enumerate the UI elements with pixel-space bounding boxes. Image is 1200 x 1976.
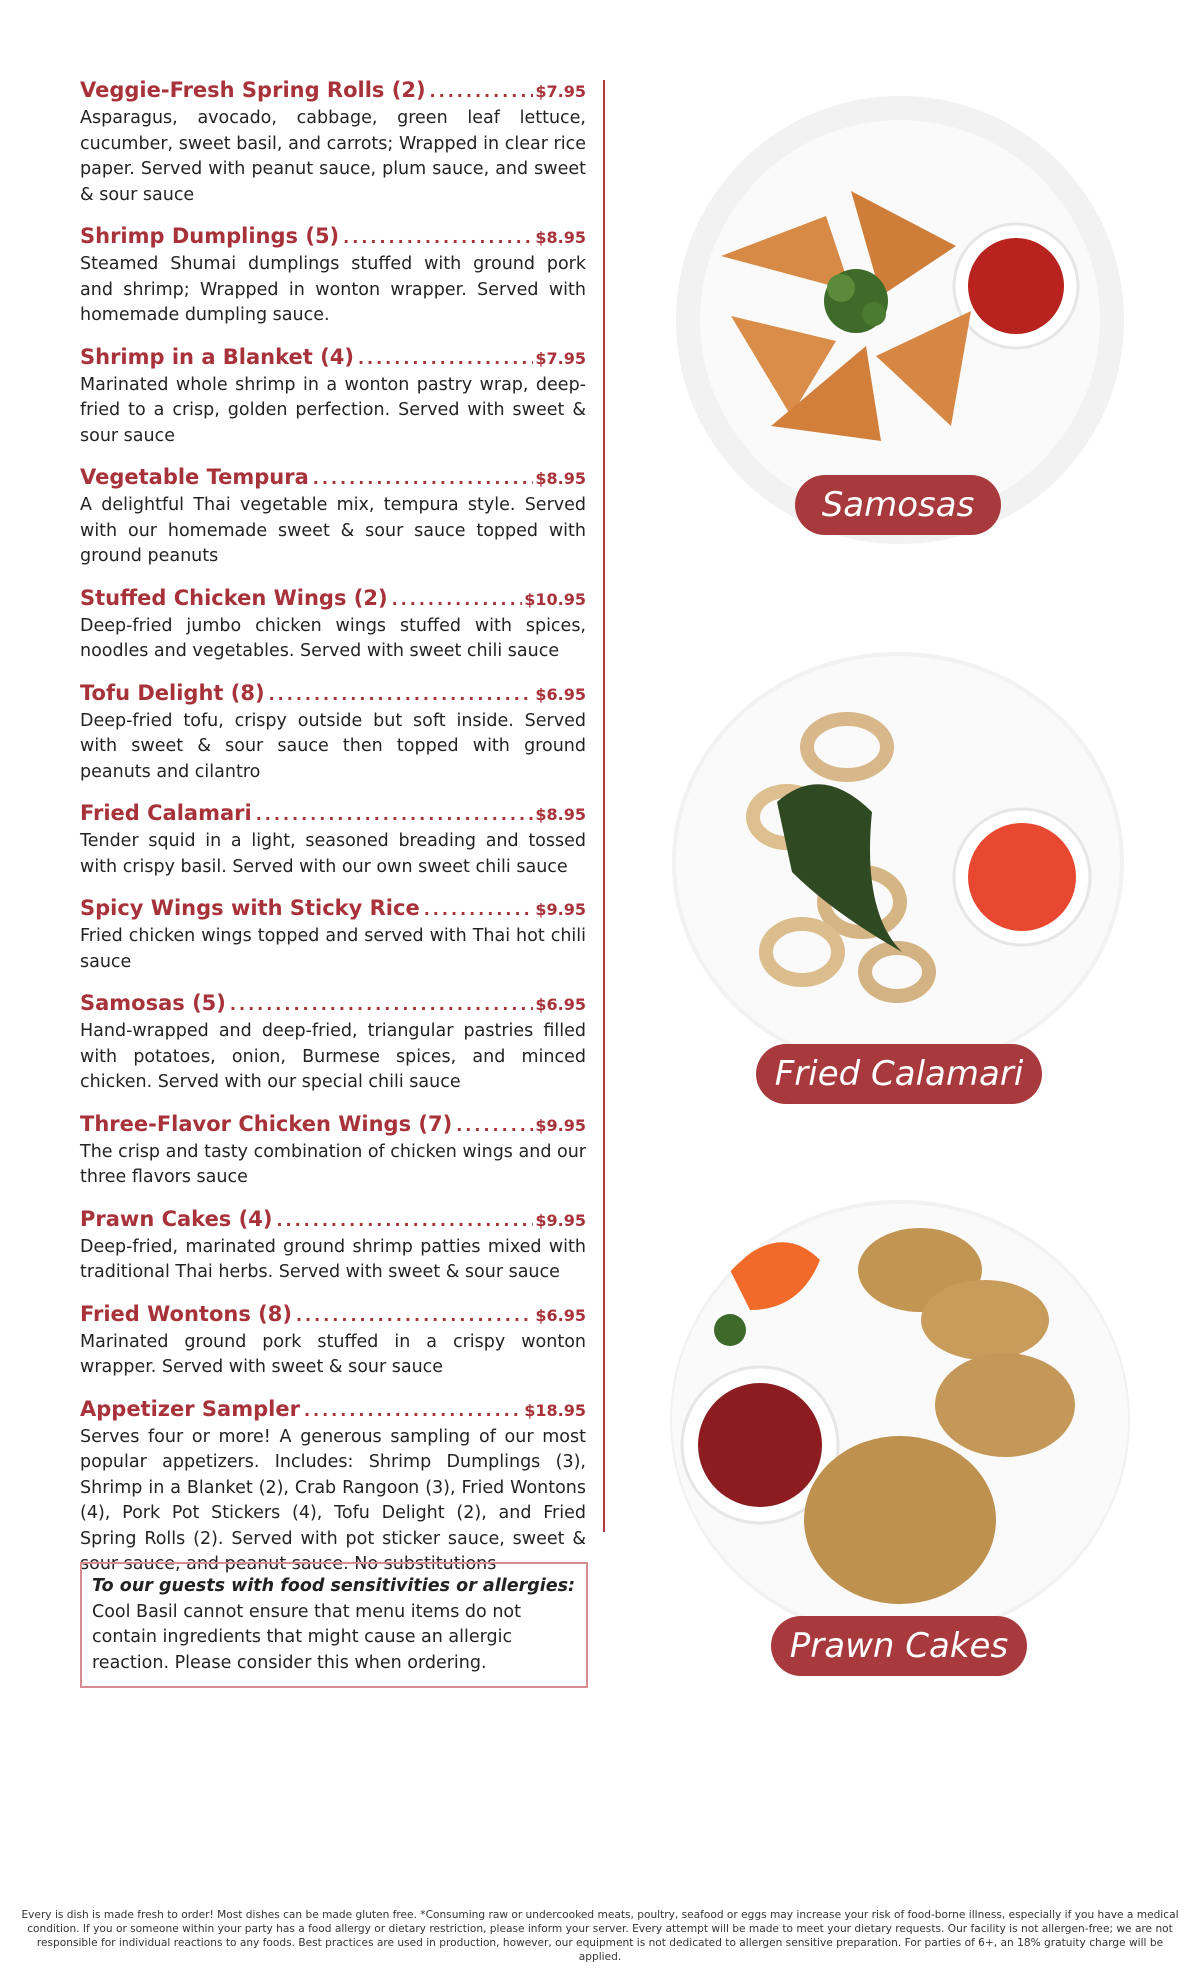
allergy-notice xyxy=(80,1562,588,1688)
dot-leader xyxy=(304,1397,522,1425)
menu-item xyxy=(80,679,586,786)
menu-item-name: Veggie-Fresh Spring Rolls (2) xyxy=(80,78,426,102)
menu-item-price: $6.95 xyxy=(535,1305,586,1325)
menu-item-description: Fried chicken wings topped and served with Thai hot chili sauce xyxy=(80,926,586,972)
allergy-notice-title: To our guests with food sensitivities or allergies: xyxy=(92,1576,576,1596)
menu-item xyxy=(80,343,586,450)
menu-item-name: Shrimp in a Blanket (4) xyxy=(80,344,354,369)
menu-item-header xyxy=(80,76,586,106)
menu-item-header xyxy=(80,1205,586,1235)
menu-item-header xyxy=(80,989,586,1019)
menu-item-header xyxy=(80,463,586,493)
menu-item-name: Stuffed Chicken Wings (2) xyxy=(80,585,388,610)
menu-item-name: Fried Wontons (8) xyxy=(80,1301,292,1326)
menu-item-name: Samosas (5) xyxy=(80,991,226,1015)
dot-leader xyxy=(456,1112,533,1140)
menu-item xyxy=(80,799,586,880)
menu-item-price: $6.95 xyxy=(535,995,586,1014)
menu-item-price: $6.95 xyxy=(535,684,586,704)
menu-item-description: Asparagus, avocado, cabbage, green leaf lettuce, cucumber, sweet basil, and carrots; Wrapped in clear rice paper. Served with peanut sauce, plum sauce, and sweet & sour sauce xyxy=(80,108,586,205)
menu-item-price: $7.95 xyxy=(535,348,586,368)
menu-item-description: Marinated ground pork stuffed in a crispy wonton wrapper. Served with sweet & sour sauce xyxy=(80,1331,586,1377)
menu-item-header xyxy=(80,1395,586,1425)
prawn-cakes-photo xyxy=(670,1200,1130,1640)
menu-item xyxy=(80,894,586,975)
menu-item-price: $10.95 xyxy=(524,589,586,609)
menu-item-description: Steamed Shumai dumplings stuffed with ground pork and shrimp; Wrapped in wonton wrapper. Served with homemade dumpling sauce. xyxy=(80,254,586,325)
menu-item-description: Serves four or more! A generous sampling of our most popular appetizers. Includes: Shrimp Dumplings (3), Shrimp in a Blanket (2), Crab Rangoon (3), Fried Wontons (4), Pork Pot Stickers (4), Tofu Delight (2), and Fried Spring Rolls (2). Served with pot sticker sauce, sweet & sour sauce, and peanut sauce. No substitutions xyxy=(80,1426,586,1574)
menu-item xyxy=(80,1300,586,1381)
fried-calamari-illustration xyxy=(672,652,1124,1072)
menu-item xyxy=(80,1395,586,1578)
menu-item-header xyxy=(80,343,586,373)
menu-item-price: $7.95 xyxy=(535,82,586,101)
menu-item-description: Deep-fried, marinated ground shrimp patties mixed with traditional Thai herbs. Served with sweet & sour sauce xyxy=(80,1236,586,1282)
menu-item xyxy=(80,463,586,570)
menu-item-description: Hand-wrapped and deep-fried, triangular pastries filled with potatoes, onion, Burmese spices, and minced chicken. Served with our special chili sauce xyxy=(80,1021,586,1092)
menu-item xyxy=(80,1110,586,1191)
dot-leader xyxy=(256,801,534,829)
dot-leader xyxy=(313,465,534,493)
menu-item-description: The crisp and tasty combination of chicken wings and our three flavors sauce xyxy=(80,1141,586,1187)
menu-item-name: Appetizer Sampler xyxy=(80,1396,300,1421)
fried-calamari-caption: Fried Calamari xyxy=(756,1044,1042,1104)
dot-leader xyxy=(296,1302,533,1330)
menu-item-name: Shrimp Dumplings (5) xyxy=(80,224,340,248)
fried-calamari-photo xyxy=(672,652,1124,1072)
menu-item-price: $9.95 xyxy=(535,1210,586,1230)
menu-item-header xyxy=(80,1110,586,1140)
allergy-notice-body: Cool Basil cannot ensure that menu items do not contain ingredients that might cause an allergic reaction. Please consider this when ordering. xyxy=(92,1601,521,1673)
menu-item xyxy=(80,222,586,329)
menu-item-price: $18.95 xyxy=(524,1400,586,1420)
menu-item xyxy=(80,989,586,1096)
dot-leader xyxy=(392,586,523,614)
dot-leader xyxy=(430,78,534,106)
appetizer-menu xyxy=(80,76,586,1592)
menu-item-price: $8.95 xyxy=(535,228,586,247)
dot-leader xyxy=(343,224,533,252)
menu-item-description: Tender squid in a light, seasoned breading and tossed with crispy basil. Served with our own sweet chili sauce xyxy=(80,831,586,877)
dot-leader xyxy=(269,681,534,709)
menu-item-name: Spicy Wings with Sticky Rice xyxy=(80,896,420,920)
menu-item-description: Deep-fried jumbo chicken wings stuffed with spices, noodles and vegetables. Served with sweet chili sauce xyxy=(80,615,586,661)
menu-item-price: $8.95 xyxy=(535,469,586,488)
menu-item-name: Tofu Delight (8) xyxy=(80,680,265,705)
menu-item-price: $9.95 xyxy=(535,1115,586,1135)
prawn-cakes-illustration xyxy=(670,1200,1130,1640)
menu-item-price: $8.95 xyxy=(535,805,586,824)
column-divider xyxy=(603,80,605,1532)
menu-item xyxy=(80,76,586,208)
menu-item-name: Fried Calamari xyxy=(80,801,252,825)
menu-item-name: Three-Flavor Chicken Wings (7) xyxy=(80,1111,453,1136)
footer-disclaimer: Every is dish is made fresh to order! Most dishes can be made gluten free. *Consuming raw or undercooked meats, poultry, seafood or eggs may increase your risk of food-borne illness, especially if you have a medical condition. If you or someone within your party has a food allergy or dietary restriction, please inform your server. Every attempt will be made to meet your dietary requests. Our facility is not allergen-free; we are not responsible for individual reactions to any foods. Best practices are used in production, however, our equipment is not dedicated to allergen sensitive preparation. For parties of 6+, an 18% gratuity charge will be applied. xyxy=(21,1909,1179,1963)
menu-item xyxy=(80,584,586,665)
prawn-cakes-caption: Prawn Cakes xyxy=(771,1616,1027,1676)
menu-item-header xyxy=(80,894,586,924)
samosas-caption: Samosas xyxy=(795,475,1001,535)
menu-item-header xyxy=(80,799,586,829)
dot-leader xyxy=(230,991,533,1019)
menu-item-description: Deep-fried tofu, crispy outside but soft inside. Served with sweet & sour sauce then topped with ground peanuts and cilantro xyxy=(80,710,586,782)
dot-leader xyxy=(276,1207,533,1235)
menu-item-header xyxy=(80,679,586,709)
menu-item-price: $9.95 xyxy=(535,900,586,919)
menu-item-header xyxy=(80,222,586,252)
dot-leader xyxy=(358,345,533,373)
menu-item-name: Prawn Cakes (4) xyxy=(80,1206,273,1231)
dot-leader xyxy=(424,896,534,924)
menu-item-name: Vegetable Tempura xyxy=(80,465,309,489)
menu-item-description: Marinated whole shrimp in a wonton pastry wrap, deep-fried to a crisp, golden perfection. Served with sweet & sour sauce xyxy=(80,374,586,446)
menu-item xyxy=(80,1205,586,1286)
menu-item-description: A delightful Thai vegetable mix, tempura style. Served with our homemade sweet & sour sauce topped with ground peanuts xyxy=(80,495,586,566)
menu-item-header xyxy=(80,1300,586,1330)
menu-item-header xyxy=(80,584,586,614)
